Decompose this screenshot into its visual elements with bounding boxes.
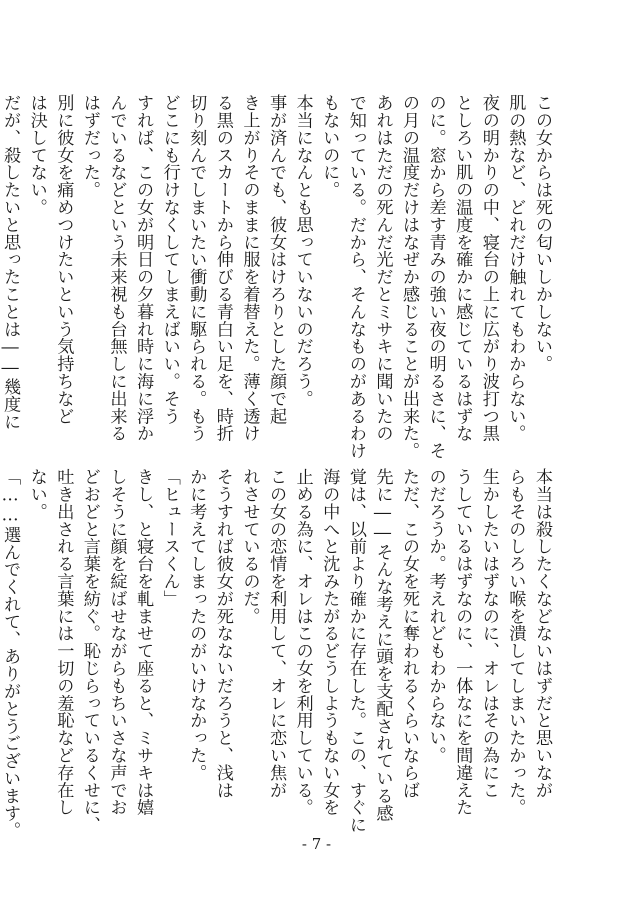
text-line: 覚は、以前より確かに存在した。この、すぐに [345,468,366,834]
text-line: 事が済んでも、彼女はけろりとした顔で起 [266,94,287,425]
text-line: もないのに。 [319,94,340,199]
text-line: きし、と寝台を軋ませて座ると、ミサキは嬉 [133,468,154,816]
text-line: 本当は殺したくなどないはずだと思いなが [532,468,552,799]
text-line: としろい肌の温度を確かに感じているはずな [452,94,473,442]
text-line: 本当になんとも思っていないのだろう。 [292,94,313,408]
text-line: そうすれば彼女が死なないだろうと、浅は [212,468,233,799]
text-line: うしているはずなのに、一体なにを間違えた [452,468,473,816]
text-line: き上がりそのままに服を着替えた。薄く透け [239,94,260,442]
text-line: 切り刻んでしまいたい衝動に駆られる。もう [186,94,207,442]
text-line: の月の温度だけはなぜか感じることが出来た。 [399,94,420,460]
text-line: 肌の熱など、どれだけ触れてもわからない。 [505,94,526,442]
text-line: だが、殺したいと思ったことは――幾度に [0,94,21,431]
text-line: は決してない。 [26,94,47,216]
text-line: この女の恋情を利用して、オレに恋い焦が [266,468,287,799]
text-line: どこにも行けなくしてしまえばいい。そう [159,94,180,425]
text-line: のに。窓から差す青みの強い夜の明るさに、そ [425,94,446,460]
text-line: 夜の明かりの中、寝台の上に広がり波打つ黒 [478,94,499,442]
text-line: 吐き出される言葉には一切の羞恥など存在し [53,468,74,816]
text-line: んでいるなどという未来視も台無しに出来る [106,94,127,442]
text-line: で知っている。だから、そんなものがあるわけ [345,94,366,460]
text-line: ない。 [26,468,47,521]
text-line: この女からは死の匂いしかしない。 [532,94,552,373]
text-line: 海の中へと沈みたがるどうしようもない女を [319,468,340,816]
text-line: のだろうか。考えれどもわからない。 [425,468,446,764]
text-line: 生かしたいはずなのに、オレはその為にこ [478,468,499,799]
text-line: あれはただの死んだ光だとミサキに聞いたの [372,94,393,442]
page-number: - 7 - [301,835,332,853]
text-line: ただ、この女を死に奪われるくらいならば [399,468,420,799]
text-line: 先に――そんな考えに頭を支配されている感 [372,468,393,822]
text-line: はずだった。 [79,94,100,199]
text-line: すれば、この女が明日の夕暮れ時に海に浮か [133,94,154,442]
text-line: しそうに顔を綻ばせながらもちいさな声でお [106,468,127,816]
text-line: かに考えてしまったのがいけなかった。 [186,468,207,782]
text-line: る黒のスカートから伸びる青白い足を、時折 [212,94,233,442]
text-line: らもそのしろい喉を潰してしまいたかった。 [505,468,526,816]
text-line: 止める為に、オレはこの女を利用している。 [292,468,313,816]
text-line: 別に彼女を痛めつけたいという気持ちなど [53,94,74,425]
text-line: 「ヒュースくん」 [159,468,180,608]
text-line: 「……選んでくれて、ありがとうございます。 [0,468,21,839]
text-line: れさせているのだ。 [239,468,260,625]
text-block-top [0,94,555,460]
text-block-bottom [0,468,555,839]
text-line: どおどと言葉を紡ぐ。恥じらっているくせに、 [79,468,100,834]
